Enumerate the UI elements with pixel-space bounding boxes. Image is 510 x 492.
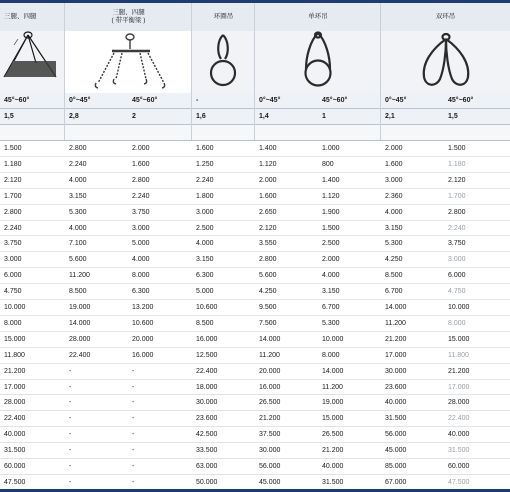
table-cell: 5.000 — [132, 240, 150, 248]
table-row — [0, 252, 510, 267]
table-cell: - — [132, 431, 135, 439]
table-cell: 50.000 — [196, 478, 218, 486]
table-cell: 10.000 — [322, 335, 344, 343]
table-cell: 31.500 — [448, 447, 470, 455]
table-cell: 22.400 — [448, 415, 470, 423]
table-cell: 2.240 — [69, 160, 87, 168]
factor-cell: 1,4 — [259, 113, 269, 120]
table-cell: 26.500 — [322, 431, 344, 439]
header-loop — [192, 3, 255, 31]
table-header — [0, 3, 510, 31]
angle-cell: 45°~60° — [132, 97, 158, 104]
table-cell: 11.800 — [4, 351, 25, 359]
table-cell: 85.000 — [385, 463, 407, 470]
table-cell: 2.120 — [448, 176, 466, 184]
table-cell: 3.750 — [448, 240, 466, 248]
table-cell: 4.750 — [4, 288, 22, 296]
angle-cell: 45°~60° — [4, 97, 30, 104]
table-cell: 3.150 — [196, 256, 214, 264]
table-cell: 2.800 — [132, 176, 150, 184]
table-cell: 3.150 — [385, 224, 403, 232]
table-cell: 2.800 — [448, 208, 466, 216]
table-cell: 30.000 — [259, 447, 281, 455]
table-cell: 21.200 — [448, 367, 470, 375]
table-cell: 14.000 — [259, 335, 281, 343]
table-cell: - — [69, 478, 72, 486]
table-cell: 60.000 — [448, 463, 470, 470]
table-cell: 6.000 — [4, 272, 22, 280]
factor-row — [0, 109, 510, 124]
table-cell: 1.400 — [259, 145, 277, 152]
table-row — [0, 236, 510, 251]
table-cell: 22.400 — [196, 367, 218, 375]
factor-cell: 2,1 — [385, 113, 395, 120]
table-cell: 2.800 — [259, 256, 277, 264]
table-row — [0, 205, 510, 220]
table-cell: 2.800 — [69, 145, 87, 152]
table-cell: 1.500 — [448, 145, 466, 152]
table-cell: 40.000 — [4, 431, 26, 439]
table-cell: 1.500 — [4, 145, 22, 152]
table-cell: 1.800 — [196, 192, 214, 200]
table-cell: 11.200 — [259, 351, 280, 359]
table-cell: 40.000 — [448, 431, 470, 439]
table-cell: 63.000 — [196, 463, 218, 470]
table-cell: 3.750 — [132, 208, 150, 216]
table-cell: 56.000 — [259, 463, 281, 470]
table-cell: 11.200 — [385, 319, 406, 327]
header-three-four-legs-beam — [65, 3, 192, 31]
table-cell: 5.600 — [259, 272, 277, 280]
header-double-loop — [381, 3, 510, 31]
table-cell: 26.500 — [259, 399, 281, 407]
table-cell: 1.120 — [259, 160, 277, 168]
header-three-four-legs-label: 三腿、四腿 — [4, 13, 37, 20]
table-cell: 16.000 — [259, 383, 281, 391]
table-cell: 33.500 — [196, 447, 218, 455]
table-cell: 17.000 — [4, 383, 26, 391]
table-cell: 5.300 — [322, 319, 340, 327]
sling-illustrations — [0, 31, 510, 93]
table-row — [0, 395, 510, 410]
table-cell: 21.200 — [259, 415, 281, 423]
table-cell: 11.200 — [69, 272, 90, 280]
factor-cell: 1,5 — [448, 113, 458, 120]
table-cell: - — [132, 447, 135, 455]
table-cell: 1.400 — [322, 176, 340, 184]
table-row — [0, 189, 510, 204]
table-cell: 1.700 — [4, 192, 22, 200]
table-cell: 1.500 — [322, 224, 340, 232]
table-cell: 3.750 — [4, 240, 22, 248]
table-cell: 42.500 — [196, 431, 218, 439]
factor-cell: 1,5 — [4, 113, 14, 120]
table-cell: 28.000 — [448, 399, 470, 407]
header-beam-label: 三腿、四腿 — [112, 9, 145, 16]
table-cell: 5.000 — [196, 288, 214, 296]
table-cell: 30.000 — [385, 367, 407, 375]
table-cell: 22.400 — [69, 351, 91, 359]
table-cell: - — [132, 478, 135, 486]
table-cell: 47.500 — [448, 478, 470, 486]
table-cell: 15.000 — [322, 415, 344, 423]
table-cell: - — [69, 463, 72, 470]
table-cell: 3.000 — [385, 176, 403, 184]
header-double-loop-label: 双环吊 — [435, 13, 456, 20]
table-cell: 14.000 — [385, 304, 407, 311]
factor-cell: 1,6 — [196, 113, 206, 120]
table-row — [0, 284, 510, 299]
table-cell: 2.240 — [4, 224, 22, 232]
table-row — [0, 443, 510, 458]
table-cell: 1.600 — [132, 160, 150, 168]
single-loop-sling-icon — [306, 33, 331, 86]
spacer-row — [0, 125, 510, 140]
table-cell: 2.240 — [448, 224, 466, 232]
table-cell: 2.240 — [196, 176, 214, 184]
table-cell: 2.000 — [259, 176, 277, 184]
table-cell: 2.000 — [132, 145, 150, 152]
table-cell: - — [132, 383, 135, 391]
table-cell: 47.500 — [4, 478, 26, 486]
angle-row — [0, 93, 510, 108]
table-row — [0, 268, 510, 283]
table-row — [0, 364, 510, 379]
angle-cell: 45°~60° — [322, 97, 348, 104]
table-cell: 45.000 — [259, 478, 281, 486]
table-cell: 8.000 — [448, 319, 466, 327]
table-cell: 40.000 — [322, 463, 344, 470]
table-cell: 2.120 — [4, 176, 22, 184]
angle-cell: 0°~45° — [385, 97, 407, 104]
table-cell: 67.000 — [385, 478, 407, 486]
table-cell: 14.000 — [322, 367, 344, 375]
table-cell: - — [69, 383, 72, 391]
table-cell: 60.000 — [4, 463, 26, 470]
table-cell: 1.600 — [259, 192, 277, 200]
table-cell: - — [69, 367, 72, 375]
table-cell: 2.360 — [385, 192, 403, 200]
table-cell: 5.300 — [385, 240, 403, 248]
table-cell: 14.000 — [69, 319, 91, 327]
table-row — [0, 157, 510, 172]
table-cell: - — [132, 399, 135, 407]
factor-cell: 2 — [132, 113, 136, 120]
table-cell: 3.000 — [196, 208, 214, 216]
table-cell: 21.200 — [322, 447, 344, 455]
table-cell: - — [69, 447, 72, 455]
table-cell: 7.500 — [259, 319, 277, 327]
table-row — [0, 173, 510, 188]
endless-loop-sling-icon — [211, 35, 235, 85]
table-cell: 8.000 — [322, 351, 340, 359]
table-row — [0, 380, 510, 395]
table-row — [0, 411, 510, 426]
table-cell: 3.000 — [132, 224, 150, 232]
table-cell: 1.180 — [4, 160, 22, 168]
table-cell: 11.200 — [322, 383, 343, 391]
table-cell: 2.120 — [259, 224, 277, 232]
table-cell: 21.200 — [385, 335, 407, 343]
table-cell: 1.600 — [196, 145, 214, 152]
table-cell: 5.300 — [69, 208, 87, 216]
table-cell: 1.900 — [322, 208, 340, 216]
table-cell: 28.000 — [69, 335, 91, 343]
factor-cell: 2,8 — [69, 113, 79, 120]
table-cell: 3.150 — [69, 192, 87, 200]
table-cell: 56.000 — [385, 431, 407, 439]
table-cell: 15.000 — [448, 335, 470, 343]
table-cell: 7.100 — [69, 240, 87, 248]
pyramid-sling-icon — [4, 32, 56, 77]
table-cell: 40.000 — [385, 399, 407, 407]
table-cell: 2.650 — [259, 208, 277, 216]
table-cell: 16.000 — [196, 335, 218, 343]
header-beam-note: ( 带平衡梁 ) — [111, 17, 146, 24]
table-cell: 3.000 — [4, 256, 22, 264]
table-cell: 1.180 — [448, 160, 466, 168]
table-cell: 10.600 — [196, 304, 218, 311]
table-row — [0, 221, 510, 236]
table-cell: 2.000 — [385, 145, 403, 152]
table-row — [0, 316, 510, 331]
table-cell: - — [132, 463, 135, 470]
table-cell: 1.250 — [196, 160, 214, 168]
table-cell: 800 — [322, 160, 334, 168]
table-cell: 2.800 — [4, 208, 22, 216]
table-cell: 9.500 — [259, 304, 277, 311]
table-cell: 6.300 — [196, 272, 214, 280]
table-cell: 28.000 — [4, 399, 26, 407]
table-cell: 23.600 — [196, 415, 218, 423]
table-cell: - — [69, 399, 72, 407]
table-cell: 3.000 — [448, 256, 466, 264]
table-cell: 15.000 — [4, 335, 26, 343]
table-cell: 31.500 — [322, 478, 344, 486]
table-cell: 8.500 — [69, 288, 87, 296]
table-cell: 31.500 — [4, 447, 26, 455]
table-row — [0, 348, 510, 363]
table-cell: 4.000 — [132, 256, 150, 264]
table-cell: 8.500 — [196, 319, 214, 327]
table-cell: 4.250 — [259, 288, 277, 296]
table-row — [0, 332, 510, 347]
table-cell: - — [69, 431, 72, 439]
table-cell: 4.000 — [322, 272, 340, 280]
header-single-loop-label: 单环吊 — [308, 13, 328, 20]
table-cell: 18.000 — [196, 383, 218, 391]
table-cell: 17.000 — [385, 351, 407, 359]
table-cell: 2.240 — [132, 192, 150, 200]
table-cell: 20.000 — [132, 335, 154, 343]
table-cell: 17.000 — [448, 383, 470, 391]
table-row — [0, 459, 510, 474]
table-cell: 4.000 — [69, 176, 87, 184]
table-cell: 16.000 — [132, 351, 154, 359]
table-cell: 10.000 — [4, 304, 26, 311]
table-cell: - — [132, 415, 135, 423]
table-cell: 19.000 — [69, 304, 91, 311]
table-cell: 1.120 — [322, 192, 340, 200]
table-cell: 1.700 — [448, 192, 466, 200]
table-cell: 23.600 — [385, 383, 407, 391]
table-cell: 45.000 — [385, 447, 407, 455]
table-cell: 30.000 — [196, 399, 218, 407]
table-cell: 8.000 — [132, 272, 150, 280]
table-cell: 19.000 — [322, 399, 344, 407]
table-cell: 37.500 — [259, 431, 281, 439]
table-cell: 3.150 — [322, 288, 340, 296]
table-cell: 22.400 — [4, 415, 26, 423]
table-cell: 21.200 — [4, 367, 26, 375]
table-cell: 5.600 — [69, 256, 87, 264]
table-cell: 8.500 — [385, 272, 403, 280]
table-cell: 20.000 — [259, 367, 281, 375]
table-cell: 10.600 — [132, 319, 154, 327]
table-cell: 8.000 — [4, 319, 22, 327]
angle-cell: - — [196, 97, 199, 104]
header-single-loop — [255, 3, 381, 31]
angle-cell: 45°~60° — [448, 97, 474, 104]
table-cell: 4.750 — [448, 288, 466, 296]
table-cell: 2.500 — [196, 224, 214, 232]
double-loop-sling-icon — [424, 34, 469, 85]
table-cell: 1.000 — [322, 145, 340, 152]
table-cell: 4.000 — [196, 240, 214, 248]
header-three-four-legs — [0, 3, 65, 31]
table-row — [0, 300, 510, 315]
factor-cell: 1 — [322, 113, 326, 120]
table-cell: 4.000 — [385, 208, 403, 216]
table-cell: 3.550 — [259, 240, 277, 248]
table-cell: 2.500 — [322, 240, 340, 248]
table-cell: - — [69, 415, 72, 423]
table-cell: 6.000 — [448, 272, 466, 280]
table-cell: 1.600 — [385, 160, 403, 168]
table-cell: 12.500 — [196, 351, 218, 359]
table-cell: 6.700 — [322, 304, 340, 311]
table-cell: 4.000 — [69, 224, 87, 232]
table-cell: 10.000 — [448, 304, 470, 311]
table-cell: 6.300 — [132, 288, 150, 296]
table-cell: 2.000 — [322, 256, 340, 264]
table-cell: 6.700 — [385, 288, 403, 296]
table-cell: - — [132, 367, 135, 375]
angle-cell: 0°~45° — [69, 97, 91, 104]
header-loop-label: 环圈吊 — [213, 13, 234, 20]
angle-cell: 0°~45° — [259, 97, 281, 104]
table-cell: 31.500 — [385, 415, 407, 423]
four-leg-chain-sling-icon — [95, 34, 164, 88]
table-row — [0, 475, 510, 490]
table-cell: 11.800 — [448, 351, 469, 359]
table-row — [0, 427, 510, 442]
table-cell: 4.250 — [385, 256, 403, 264]
table-cell: 13.200 — [132, 304, 154, 311]
table-row — [0, 141, 510, 156]
